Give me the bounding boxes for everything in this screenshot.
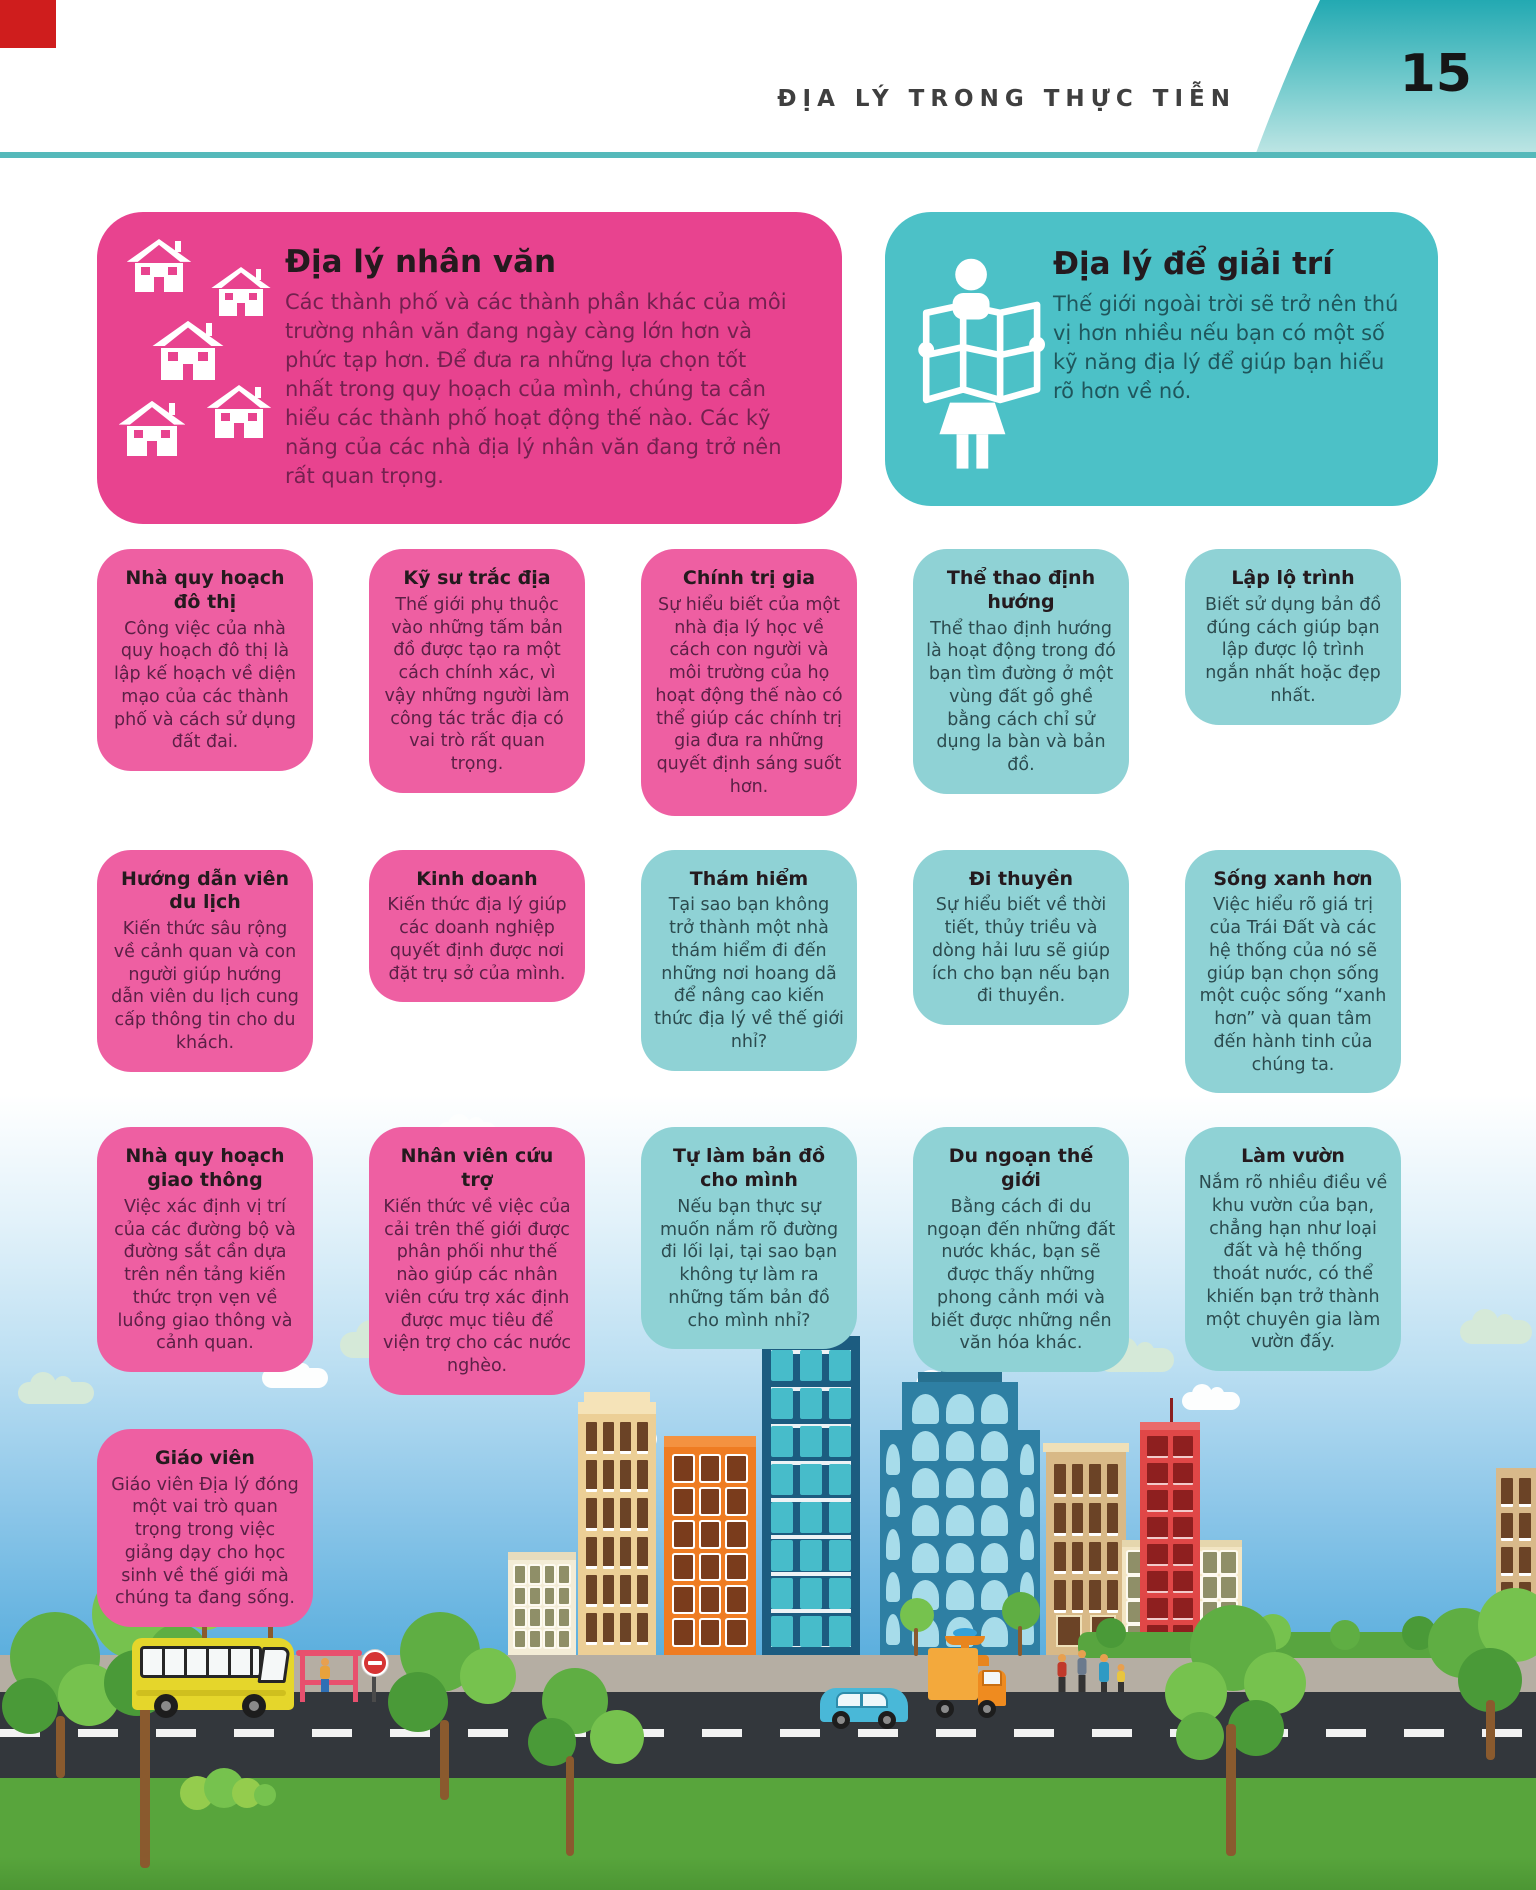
- panel-human-geography: [97, 212, 842, 524]
- career-card-12: [641, 1127, 857, 1349]
- card-body: Kiến thức về việc của cải trên thế giới được phân phối như thế nào giúp các nhân viên cứu trợ xác định được mục tiêu để viện trợ cho các nước nghèo.: [383, 1196, 571, 1376]
- houses-icon: [113, 226, 293, 516]
- career-card-0: [97, 549, 313, 771]
- card-body: Việc hiểu rõ giá trị của Trái Đất và các hệ thống của nó sẽ giúp bạn chọn sống một cuộc sống “xanh hơn” và quan tâm đến hành tinh của chúng ta.: [1199, 895, 1387, 1075]
- card-body: Kiến thức địa lý giúp các doanh nghiệp quyết định được nơi đặt trụ sở của mình.: [387, 895, 567, 984]
- career-card-11: [369, 1127, 585, 1395]
- card-body: Sự hiểu biết về thời tiết, thủy triều và dòng hải lưu sẽ giúp ích cho bạn nếu bạn đi thuyền.: [931, 895, 1111, 1007]
- header-rule: [0, 152, 1536, 158]
- card-title: Nhà quy hoạch giao thông: [125, 1145, 285, 1191]
- card-body: Công việc của nhà quy hoạch đô thị là lập kế hoạch về diện mạo của các thành phố và cách sử dụng đất đai.: [113, 618, 297, 753]
- person-waiting: [318, 1658, 332, 1692]
- card-body: Sự hiểu biết của một nhà địa lý học về cách con người và môi trường của họ hoạt động thế nào có thể giúp các chính trị gia đưa ra những quyết định sáng suốt hơn.: [655, 594, 843, 797]
- card-title: Thám hiểm: [689, 867, 809, 890]
- cloud-icon: [18, 1382, 94, 1404]
- card-body: Biết sử dụng bản đồ đúng cách giúp bạn lập được lộ trình ngắn nhất hoặc đẹp nhất.: [1204, 594, 1382, 706]
- truck-illustration: [928, 1648, 1006, 1718]
- card-body: Việc xác định vị trí của các đường bộ và đường sắt cần dựa trên nền tảng kiến thức trọn vẹn về luồng giao thông và cảnh quan.: [114, 1196, 296, 1354]
- career-card-7: [641, 850, 857, 1071]
- career-card-15: [97, 1429, 313, 1627]
- page-header-title: ĐỊA LÝ TRONG THỰC TIỄN: [777, 86, 1236, 112]
- card-body: Thể thao định hướng là hoạt động trong đó bạn tìm đường ở một vùng đất gồ ghề bằng cách chỉ sử dụng la bàn và bản đồ.: [926, 618, 1116, 775]
- no-entry-sign-icon: [362, 1650, 386, 1702]
- cloud-icon: [1460, 1320, 1532, 1344]
- header-teal-wedge: [1256, 0, 1536, 153]
- career-card-4: [1185, 549, 1401, 725]
- card-title: Làm vườn: [1241, 1145, 1345, 1168]
- card-title: Thể thao định hướng: [946, 567, 1096, 613]
- page-number: 15: [1399, 44, 1472, 104]
- career-card-6: [369, 850, 585, 1003]
- career-card-14: [1185, 1127, 1401, 1371]
- career-card-13: [913, 1127, 1129, 1372]
- career-card-8: [913, 850, 1129, 1026]
- panel-body: Các thành phố và các thành phần khác của môi trường nhân văn đang ngày càng lớn hơn và phức tạp hơn. Để đưa ra những lựa chọn tốt nhất trong quy hoạch của mình, chúng ta cần hiểu các thành phố hoạt động thế nào. Các kỹ năng của các nhà địa lý nhân văn đang trở nên rất quan trọng.: [285, 290, 787, 488]
- panel-title: Địa lý nhân văn: [285, 244, 557, 280]
- card-title: Nhà quy hoạch đô thị: [125, 567, 285, 613]
- card-body: Giáo viên Địa lý đóng một vai trò quan trọng trong việc giảng dạy cho học sinh về thế giới mà chúng ta đang sống.: [111, 1474, 299, 1609]
- card-title: Sống xanh hơn: [1213, 867, 1373, 890]
- career-card-10: [97, 1127, 313, 1372]
- person-reading-map-icon: [913, 238, 1045, 488]
- career-card-1: [369, 549, 585, 793]
- card-title: Giáo viên: [155, 1446, 255, 1469]
- card-title: Chính trị gia: [682, 567, 816, 589]
- corner-red-square: [0, 0, 56, 48]
- card-title: Du ngoạn thế giới: [948, 1145, 1094, 1191]
- card-body: Bằng cách đi du ngoạn đến những đất nước khác, bạn sẽ được thấy những phong cảnh mới và biết được những nền văn hóa khác.: [926, 1196, 1116, 1354]
- card-title: Kỹ sư trắc địa: [403, 567, 551, 589]
- card-title: Tự làm bản đồ cho mình: [672, 1145, 826, 1191]
- card-title: Lập lộ trình: [1231, 567, 1355, 589]
- panel-recreation-geography: [885, 212, 1438, 506]
- card-body: Kiến thức sâu rộng về cảnh quan và con người giúp hướng dẫn viên du lịch cung cấp thông tin cho du khách.: [111, 919, 299, 1053]
- card-body: Thế giới phụ thuộc vào những tấm bản đồ được tạo ra một cách chính xác, vì vậy những người làm công tác trắc địa có vai trò rất quan trọng.: [384, 594, 570, 774]
- card-body: Nếu bạn thực sự muốn nắm rõ đường đi lối lại, tại sao bạn không tự làm ra những tấm bản đồ cho mình nhỉ?: [659, 1196, 839, 1331]
- panel-title: Địa lý để giải trí: [1053, 246, 1333, 282]
- road-center-line: [0, 1729, 1536, 1737]
- career-card-3: [913, 549, 1129, 794]
- bus-illustration: [132, 1638, 294, 1710]
- panel-body: Thế giới ngoài trời sẽ trở nên thú vị hơn nhiều nếu bạn có một số kỹ năng địa lý để giúp bạn hiểu rõ hơn về nó.: [1053, 292, 1399, 403]
- card-body: Tại sao bạn không trở thành một nhà thám hiểm đi đến những nơi hoang dã để nâng cao kiến thức địa lý về thế giới nhỉ?: [654, 895, 844, 1052]
- career-card-5: [97, 850, 313, 1072]
- card-title: Hướng dẫn viên du lịch: [120, 867, 290, 914]
- card-title: Đi thuyền: [969, 867, 1073, 890]
- card-title: Nhân viên cứu trợ: [400, 1145, 554, 1191]
- career-card-2: [641, 549, 857, 816]
- career-card-9: [1185, 850, 1401, 1094]
- cards-grid: [97, 549, 1401, 1627]
- card-title: Kinh doanh: [416, 867, 538, 890]
- car-illustration: [820, 1688, 908, 1722]
- card-body: Nắm rõ nhiều điều về khu vườn của bạn, chẳng hạn như loại đất và hệ thống thoát nước, có thể khiến bạn trở thành một chuyên gia làm vườn đấy.: [1198, 1173, 1388, 1353]
